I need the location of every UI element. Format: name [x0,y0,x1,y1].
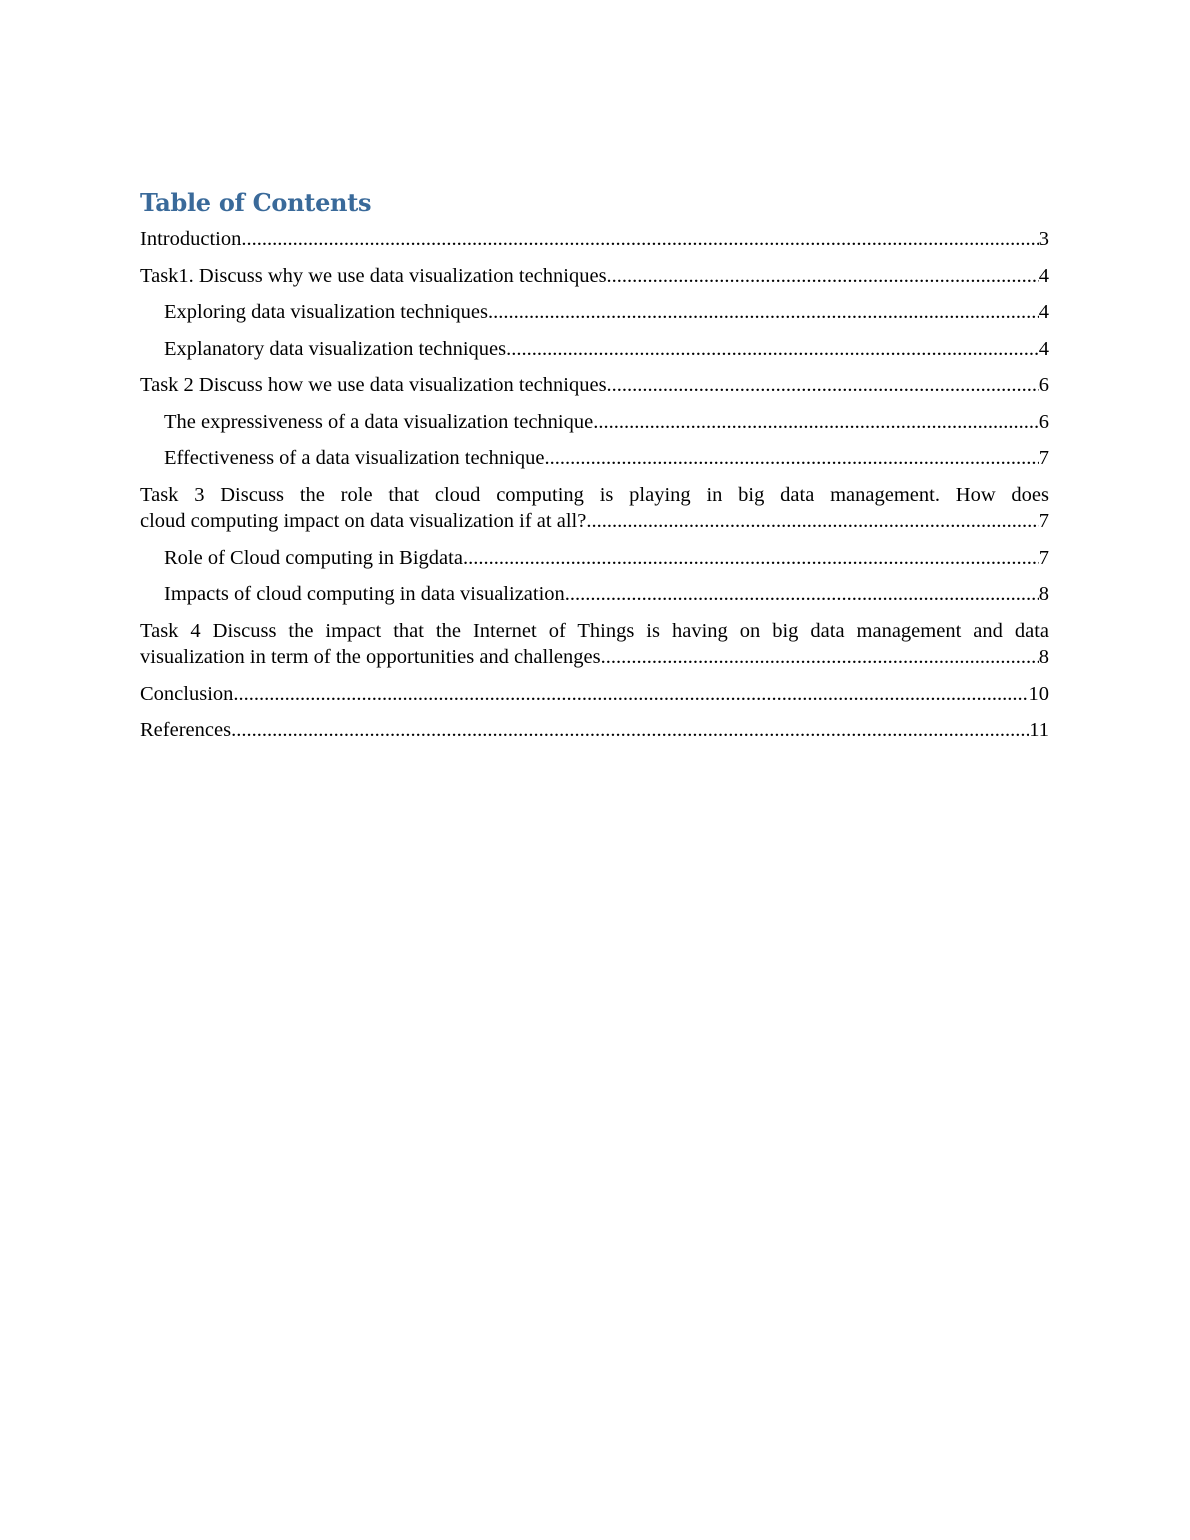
toc-entry-conclusion[interactable] [140,681,1049,708]
toc-entry-text-line2: cloud computing impact on data visualization if at all? [140,510,587,532]
toc-page-number: 4 [1038,264,1049,287]
toc-entry-text: Exploring data visualization techniques [164,301,488,323]
toc-entry-text: The expressiveness of a data visualization technique [164,410,594,433]
toc-dot-leader [607,263,1039,290]
toc-page-number: 11 [1029,719,1049,741]
toc-dot-leader [544,445,1038,472]
toc-dot-leader [593,409,1039,436]
toc-entry-impacts-cloud[interactable] [140,581,1049,608]
toc-entry-text: Role of Cloud computing in Bigdata [164,546,463,569]
toc-page-number: 3 [1038,228,1049,250]
toc-dot-leader [231,717,1029,744]
toc-page-number: 6 [1038,410,1049,433]
toc-page-number: 7 [1038,447,1049,469]
toc-entry-task1[interactable] [140,263,1049,290]
toc-entry-exploring[interactable] [140,299,1049,326]
toc-dot-leader [565,581,1039,608]
toc-dot-leader [607,372,1039,399]
toc-heading: Table of Contents [140,188,372,217]
toc-dot-leader [506,336,1039,363]
toc-entry-task4[interactable] [140,618,1049,671]
toc-entry-task2[interactable] [140,372,1049,399]
toc-entry-text: Impacts of cloud computing in data visualization [164,583,565,605]
toc-page-number: 8 [1038,583,1049,605]
toc-entry-text: Effectiveness of a data visualization technique [164,447,545,469]
toc-entry-text: Introduction [140,228,242,250]
toc-entry-task3[interactable] [140,482,1049,535]
toc-entry-text: References [140,719,232,741]
toc-page-number: 10 [1028,682,1049,705]
toc-entry-effectiveness[interactable] [140,445,1049,472]
toc-entry-references[interactable] [140,717,1049,744]
toc-dot-leader [488,299,1039,326]
toc-entry-text: Task1. Discuss why we use data visualization techniques [140,264,607,287]
toc-list [140,226,1049,744]
toc-page-number: 8 [1038,646,1049,668]
toc-entry-text: Explanatory data visualization techniques [164,337,507,360]
toc-entry-text-line1: Task 3 Discuss the role that cloud computing is playing in big data management. How does [140,483,1049,506]
toc-entry-explanatory[interactable] [140,336,1049,363]
toc-page-number: 4 [1038,301,1049,323]
toc-page-number: 6 [1038,374,1049,396]
toc-entry-role-cloud[interactable] [140,545,1049,572]
toc-page-number: 4 [1038,337,1049,360]
toc-dot-leader [241,226,1038,253]
toc-page-number: 7 [1038,546,1049,569]
toc-dot-leader [233,681,1028,708]
table-of-contents [140,186,1049,754]
toc-entry-text-line1: Task 4 Discuss the impact that the Internet of Things is having on big data management and data [140,619,1049,642]
toc-dot-leader [586,508,1038,535]
toc-entry-introduction[interactable] [140,226,1049,253]
toc-page-number: 7 [1038,510,1049,532]
toc-dot-leader [601,644,1039,671]
toc-entry-text: Task 2 Discuss how we use data visualization techniques [140,374,607,396]
toc-entry-text-line2: visualization in term of the opportunities and challenges [140,646,601,668]
toc-entry-expressiveness[interactable] [140,409,1049,436]
toc-entry-text: Conclusion [140,682,234,705]
toc-dot-leader [463,545,1039,572]
